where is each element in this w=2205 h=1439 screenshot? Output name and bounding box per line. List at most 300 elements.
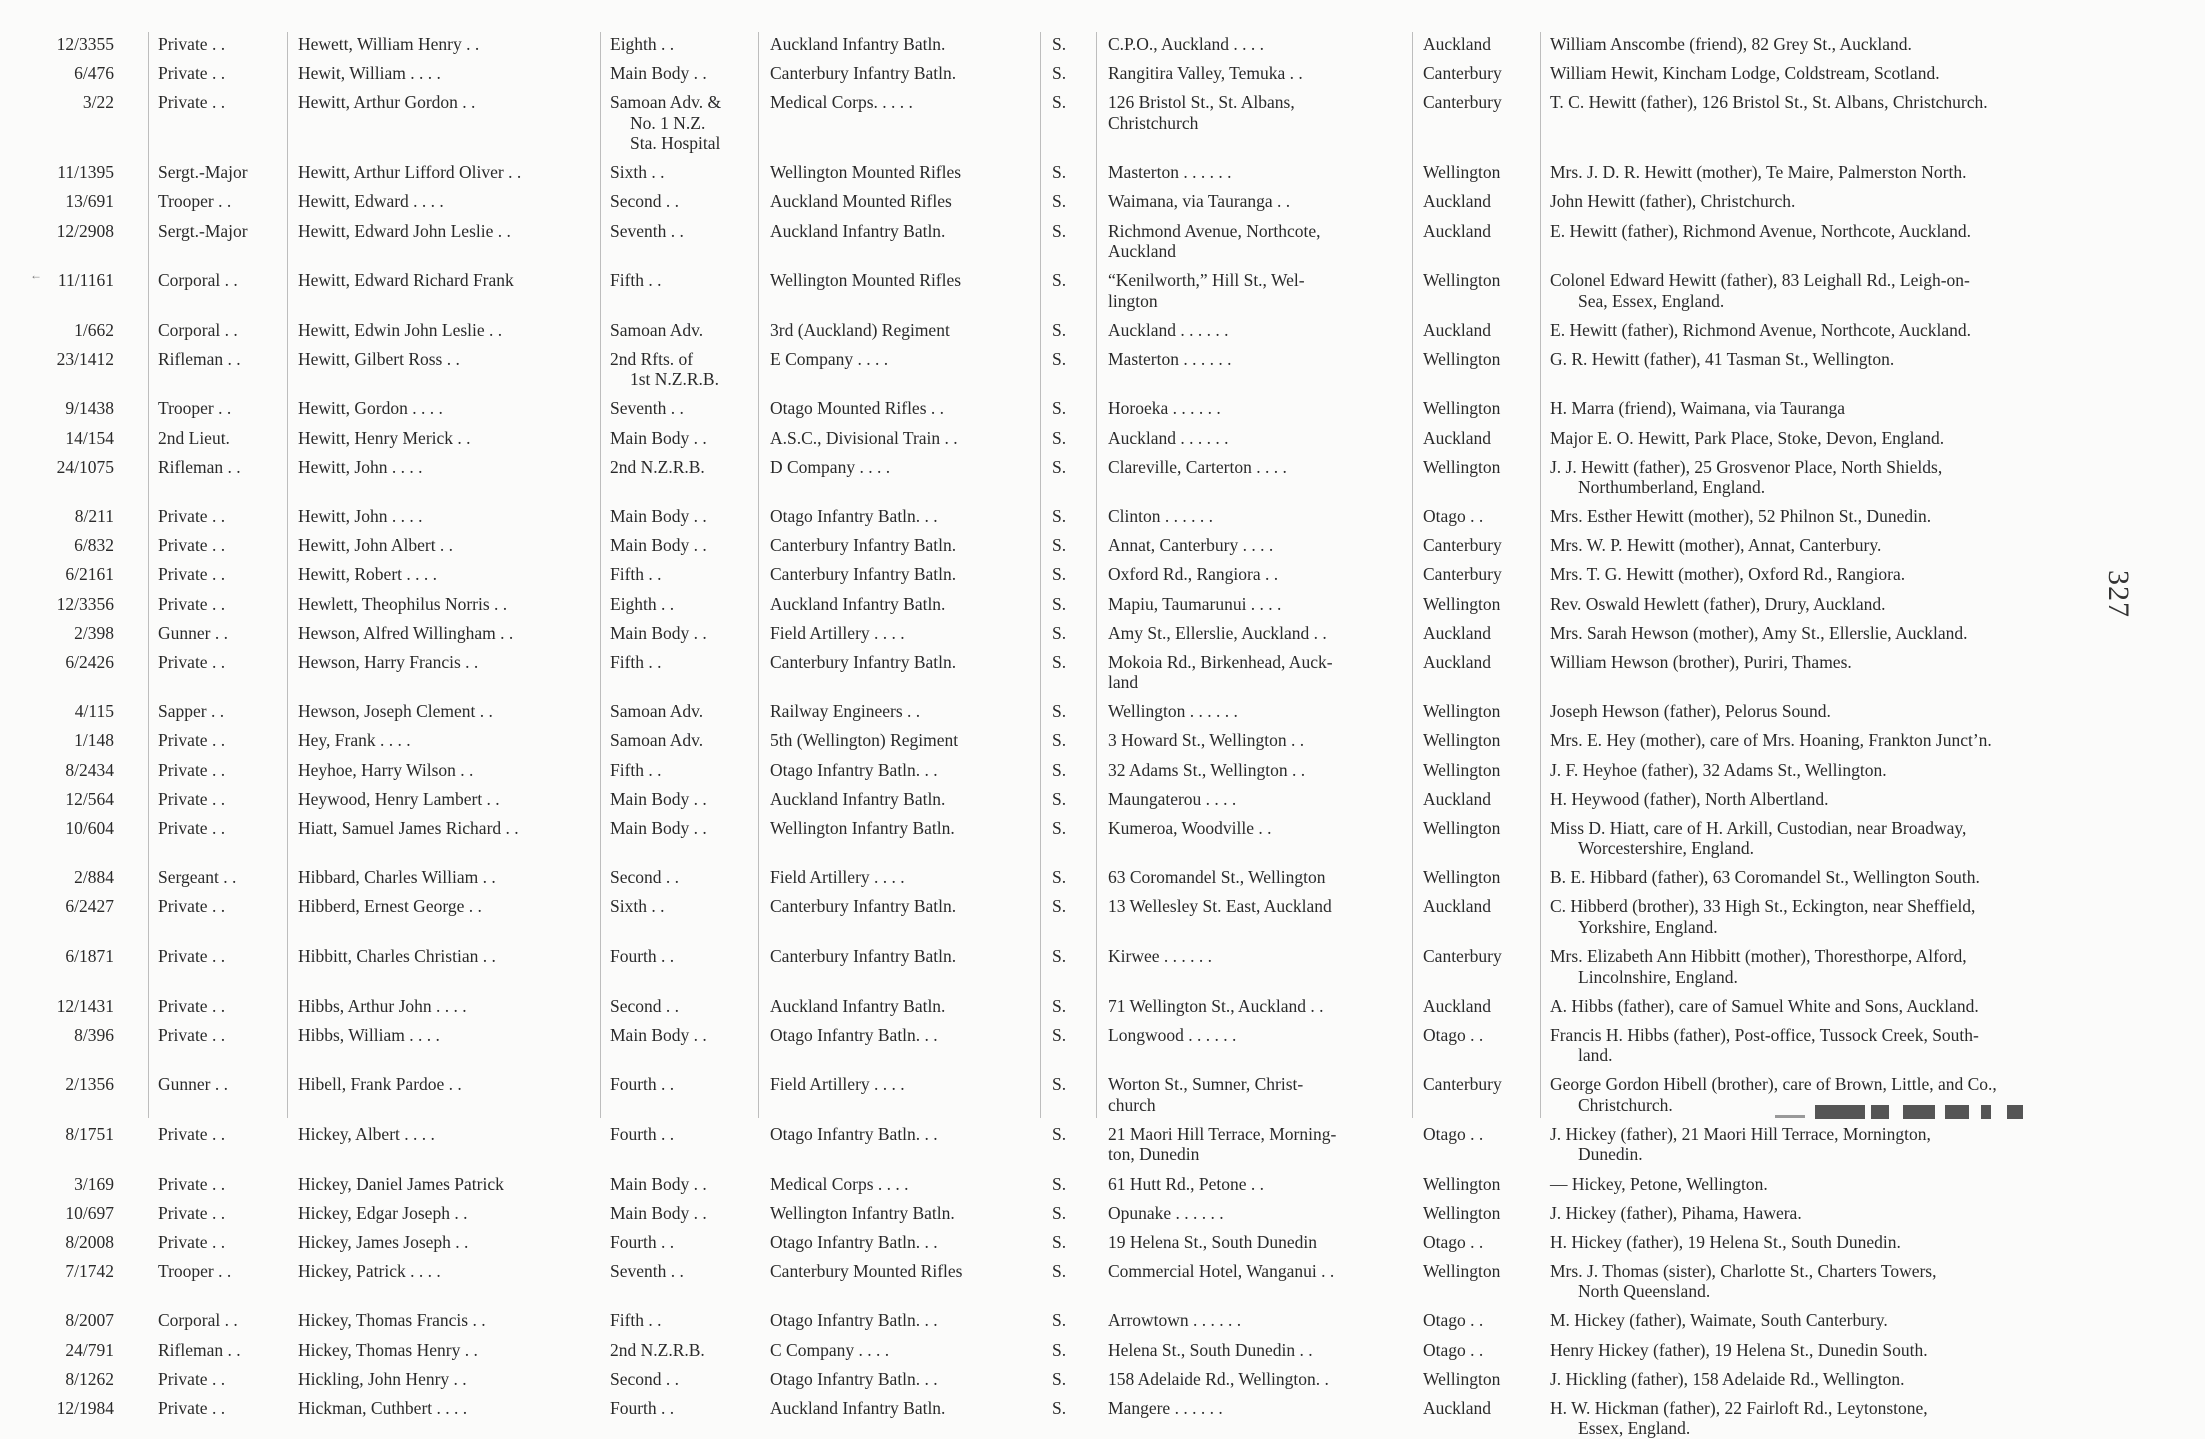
soldier-name: Heywood, Henry Lambert . . bbox=[298, 788, 500, 809]
marital-status: S. bbox=[1052, 535, 1067, 556]
marital-status: S. bbox=[1052, 759, 1067, 780]
district: Auckland bbox=[1423, 319, 1492, 340]
unit: 3rd (Auckland) Regiment bbox=[770, 319, 950, 340]
rank: Private . . bbox=[158, 759, 226, 780]
column-rule-rank bbox=[148, 32, 149, 1118]
last-address: Mapiu, Taumarunui . . . . bbox=[1108, 593, 1282, 614]
marital-status: S. bbox=[1052, 34, 1067, 54]
soldier-name: Hibell, Frank Pardoe . . bbox=[298, 1074, 462, 1095]
unit: Canterbury Mounted Rifles bbox=[770, 1260, 963, 1281]
marital-status: S. bbox=[1052, 995, 1067, 1016]
draft: 2nd N.Z.R.B. bbox=[610, 1339, 705, 1360]
soldier-name: Hickey, Thomas Francis . . bbox=[298, 1310, 486, 1331]
district: Auckland bbox=[1423, 220, 1492, 241]
rank: Private . . bbox=[158, 506, 226, 527]
marital-status: S. bbox=[1052, 593, 1067, 614]
unit: Otago Infantry Batln. . . bbox=[770, 1123, 938, 1144]
unit: Auckland Infantry Batln. bbox=[770, 593, 946, 614]
soldier-name: Heyhoe, Harry Wilson . . bbox=[298, 759, 474, 780]
soldier-name: Hewitt, Arthur Gordon . . bbox=[298, 92, 476, 113]
next-of-kin: J. Hickling (father), 158 Adelaide Rd., Wellington. bbox=[1550, 1368, 1905, 1389]
marital-status: S. bbox=[1052, 456, 1067, 477]
draft: Samoan Adv. bbox=[610, 319, 704, 340]
unit: A.S.C., Divisional Train . . bbox=[770, 427, 958, 448]
soldier-name: Hewson, Joseph Clement . . bbox=[298, 701, 493, 722]
last-address: 63 Coromandel St., Wellington bbox=[1108, 867, 1326, 888]
soldier-name: Hibbard, Charles William . . bbox=[298, 867, 496, 888]
last-address: Masterton . . . . . . bbox=[1108, 162, 1232, 183]
unit: Wellington Mounted Rifles bbox=[770, 162, 962, 183]
draft: Main Body . . bbox=[610, 788, 707, 809]
marital-status: S. bbox=[1052, 701, 1067, 722]
next-of-kin: Henry Hickey (father), 19 Helena St., Dunedin South. bbox=[1550, 1339, 1928, 1360]
rank: Private . . bbox=[158, 92, 226, 113]
unit: Otago Infantry Batln. . . bbox=[770, 1231, 938, 1252]
draft: Seventh . . bbox=[610, 1260, 684, 1281]
marital-status: S. bbox=[1052, 622, 1067, 643]
unit: Canterbury Infantry Batln. bbox=[770, 896, 957, 917]
next-of-kin: Mrs. J. Thomas (sister), Charlotte St., Charters Towers, North Queensland. bbox=[1550, 1260, 1937, 1302]
last-address: 21 Maori Hill Terrace, Morning- ton, Dunedin bbox=[1108, 1123, 1337, 1165]
soldier-name: Hewitt, Edwin John Leslie . . bbox=[298, 319, 503, 340]
rank: Sapper . . bbox=[158, 701, 225, 722]
unit: Auckland Infantry Batln. bbox=[770, 788, 946, 809]
next-of-kin: Mrs. Elizabeth Ann Hibbitt (mother), Thoresthorpe, Alford, Lincolnshire, England. bbox=[1550, 946, 1967, 987]
rank: Private . . bbox=[158, 63, 226, 84]
marital-status: S. bbox=[1052, 1397, 1067, 1418]
draft: Eighth . . bbox=[610, 34, 675, 54]
last-address: Mangere . . . . . . bbox=[1108, 1397, 1223, 1418]
unit: Railway Engineers . . bbox=[770, 701, 921, 722]
service-number: 3/169 bbox=[74, 1173, 114, 1194]
service-number: 12/564 bbox=[65, 788, 114, 809]
next-of-kin: Mrs. T. G. Hewitt (mother), Oxford Rd., Rangiora. bbox=[1550, 564, 1906, 585]
next-of-kin: Major E. O. Hewitt, Park Place, Stoke, Devon, England. bbox=[1550, 427, 1945, 448]
rank: Gunner . . bbox=[158, 1074, 228, 1095]
draft: Fourth . . bbox=[610, 1397, 675, 1418]
soldier-name: Hickling, John Henry . . bbox=[298, 1368, 467, 1389]
draft: Main Body . . bbox=[610, 506, 707, 527]
unit: Medical Corps . . . . bbox=[770, 1173, 909, 1194]
column-rule-address bbox=[1096, 32, 1097, 1118]
rank: Private . . bbox=[158, 535, 226, 556]
unit: Field Artillery . . . . bbox=[770, 867, 905, 888]
district: Otago . . bbox=[1423, 1231, 1484, 1252]
draft: Main Body . . bbox=[610, 535, 707, 556]
marital-status: S. bbox=[1052, 1202, 1067, 1223]
unit: Auckland Mounted Rifles bbox=[770, 191, 952, 212]
soldier-name: Hewitt, John Albert . . bbox=[298, 535, 454, 556]
marital-status: S. bbox=[1052, 348, 1067, 369]
draft: Fifth . . bbox=[610, 651, 662, 672]
marital-status: S. bbox=[1052, 506, 1067, 527]
draft: Main Body . . bbox=[610, 1173, 707, 1194]
rank: Private . . bbox=[158, 1173, 226, 1194]
district: Otago . . bbox=[1423, 1339, 1484, 1360]
unit: Field Artillery . . . . bbox=[770, 1074, 905, 1095]
next-of-kin: T. C. Hewitt (father), 126 Bristol St., St. Albans, Christchurch. bbox=[1550, 92, 1988, 113]
ink-stamp-smudge bbox=[1775, 1101, 2055, 1123]
service-number: 8/2434 bbox=[65, 759, 114, 780]
marital-status: S. bbox=[1052, 1339, 1067, 1360]
draft: Seventh . . bbox=[610, 398, 684, 419]
soldier-name: Hewitt, Henry Merick . . bbox=[298, 427, 471, 448]
district: Canterbury bbox=[1423, 92, 1502, 113]
service-number: 6/2426 bbox=[65, 651, 114, 672]
soldier-name: Hickey, James Joseph . . bbox=[298, 1231, 469, 1252]
next-of-kin: J. Hickey (father), 21 Maori Hill Terrace, Mornington, Dunedin. bbox=[1550, 1123, 1931, 1165]
unit: Otago Infantry Batln. . . bbox=[770, 1368, 938, 1389]
rank: Private . . bbox=[158, 1123, 226, 1144]
service-number: 12/2908 bbox=[56, 220, 114, 241]
last-address: 32 Adams St., Wellington . . bbox=[1108, 759, 1306, 780]
soldier-name: Hewson, Harry Francis . . bbox=[298, 651, 479, 672]
next-of-kin: E. Hewitt (father), Richmond Avenue, Northcote, Auckland. bbox=[1550, 220, 1972, 241]
next-of-kin: C. Hibberd (brother), 33 High St., Eckington, near Sheffield, Yorkshire, England. bbox=[1550, 896, 1976, 937]
unit: Wellington Infantry Batln. bbox=[770, 817, 955, 838]
next-of-kin: G. R. Hewitt (father), 41 Tasman St., Wellington. bbox=[1550, 348, 1895, 369]
last-address: C.P.O., Auckland . . . . bbox=[1108, 34, 1265, 54]
service-number: 24/791 bbox=[65, 1339, 114, 1360]
service-number: 6/2161 bbox=[65, 564, 114, 585]
next-of-kin: William Anscombe (friend), 82 Grey St., Auckland. bbox=[1550, 34, 1912, 54]
next-of-kin: H. Heywood (father), North Albertland. bbox=[1550, 788, 1829, 809]
next-of-kin: — Hickey, Petone, Wellington. bbox=[1550, 1173, 1768, 1194]
last-address: 3 Howard St., Wellington . . bbox=[1108, 730, 1305, 751]
next-of-kin: William Hewit, Kincham Lodge, Coldstream, Scotland. bbox=[1550, 63, 1940, 84]
rank: Private . . bbox=[158, 730, 226, 751]
rank: Sergt.-Major bbox=[158, 220, 248, 241]
unit: Canterbury Infantry Batln. bbox=[770, 535, 957, 556]
unit: D Company . . . . bbox=[770, 456, 891, 477]
service-number: 8/396 bbox=[74, 1024, 114, 1045]
district: Wellington bbox=[1423, 162, 1501, 183]
rank: 2nd Lieut. bbox=[158, 427, 230, 448]
unit: Wellington Infantry Batln. bbox=[770, 1202, 955, 1223]
unit: Otago Infantry Batln. . . bbox=[770, 1310, 938, 1331]
unit: Medical Corps. . . . . bbox=[770, 92, 913, 113]
next-of-kin: M. Hickey (father), Waimate, South Canterbury. bbox=[1550, 1310, 1888, 1331]
soldier-name: Hibbitt, Charles Christian . . bbox=[298, 946, 496, 966]
unit: Field Artillery . . . . bbox=[770, 622, 905, 643]
rank: Corporal . . bbox=[158, 270, 238, 291]
last-address: Opunake . . . . . . bbox=[1108, 1202, 1224, 1223]
service-number: 6/1871 bbox=[65, 946, 114, 966]
last-address: Maungaterou . . . . bbox=[1108, 788, 1237, 809]
next-of-kin: Mrs. W. P. Hewitt (mother), Annat, Canterbury. bbox=[1550, 535, 1882, 556]
district: Wellington bbox=[1423, 1368, 1501, 1389]
soldier-name: Hewson, Alfred Willingham . . bbox=[298, 622, 514, 643]
marital-status: S. bbox=[1052, 1123, 1067, 1144]
service-number: 8/2007 bbox=[65, 1310, 114, 1331]
draft: Main Body . . bbox=[610, 427, 707, 448]
margin-mark: ← bbox=[30, 268, 42, 282]
last-address: Clareville, Carterton . . . . bbox=[1108, 456, 1287, 477]
soldier-name: Hewitt, Gordon . . . . bbox=[298, 398, 443, 419]
last-address: Richmond Avenue, Northcote, Auckland bbox=[1108, 220, 1321, 261]
next-of-kin: H. Marra (friend), Waimana, via Tauranga bbox=[1550, 398, 1846, 419]
service-number: 14/154 bbox=[65, 427, 114, 448]
rank: Private . . bbox=[158, 995, 226, 1016]
soldier-name: Hewitt, Robert . . . . bbox=[298, 564, 438, 585]
rank: Corporal . . bbox=[158, 1310, 238, 1331]
service-number: 9/1438 bbox=[65, 398, 114, 419]
last-address: Mokoia Rd., Birkenhead, Auck- land bbox=[1108, 651, 1333, 693]
district: Canterbury bbox=[1423, 1074, 1502, 1095]
rank: Private . . bbox=[158, 34, 226, 54]
page-number: 327 bbox=[2102, 570, 2135, 618]
marital-status: S. bbox=[1052, 651, 1067, 672]
next-of-kin: H. Hickey (father), 19 Helena St., South Dunedin. bbox=[1550, 1231, 1901, 1252]
marital-status: S. bbox=[1052, 220, 1067, 241]
service-number: 6/832 bbox=[74, 535, 114, 556]
district: Wellington bbox=[1423, 817, 1501, 838]
marital-status: S. bbox=[1052, 398, 1067, 419]
district: Wellington bbox=[1423, 867, 1501, 888]
district: Wellington bbox=[1423, 456, 1501, 477]
last-address: Arrowtown . . . . . . bbox=[1108, 1310, 1242, 1331]
draft: Samoan Adv. bbox=[610, 730, 704, 751]
district: Otago . . bbox=[1423, 506, 1484, 527]
draft: Fourth . . bbox=[610, 946, 675, 966]
draft: Fifth . . bbox=[610, 1310, 662, 1331]
draft: Fourth . . bbox=[610, 1074, 675, 1095]
last-address: Auckland . . . . . . bbox=[1108, 427, 1229, 448]
draft: Sixth . . bbox=[610, 162, 665, 183]
unit: Otago Infantry Batln. . . bbox=[770, 506, 938, 527]
last-address: Auckland . . . . . . bbox=[1108, 319, 1229, 340]
marital-status: S. bbox=[1052, 867, 1067, 888]
soldier-name: Hewitt, Edward Richard Frank bbox=[298, 270, 514, 291]
rank: Trooper . . bbox=[158, 1260, 232, 1281]
draft: Second . . bbox=[610, 995, 680, 1016]
unit: Auckland Infantry Batln. bbox=[770, 34, 946, 54]
service-number: 24/1075 bbox=[56, 456, 114, 477]
draft: Eighth . . bbox=[610, 593, 675, 614]
district: Otago . . bbox=[1423, 1024, 1484, 1045]
service-number: 23/1412 bbox=[56, 348, 114, 369]
next-of-kin: B. E. Hibbard (father), 63 Coromandel St., Wellington South. bbox=[1550, 867, 1980, 888]
unit: Canterbury Infantry Batln. bbox=[770, 651, 957, 672]
marital-status: S. bbox=[1052, 162, 1067, 183]
district: Otago . . bbox=[1423, 1310, 1484, 1331]
service-number: 12/3356 bbox=[56, 593, 114, 614]
marital-status: S. bbox=[1052, 946, 1067, 966]
soldier-name: Hickman, Cuthbert . . . . bbox=[298, 1397, 468, 1418]
unit: Wellington Mounted Rifles bbox=[770, 270, 962, 291]
unit: Canterbury Infantry Batln. bbox=[770, 946, 957, 966]
next-of-kin: Mrs. Esther Hewitt (mother), 52 Philnon St., Dunedin. bbox=[1550, 506, 1932, 527]
district: Wellington bbox=[1423, 1173, 1501, 1194]
rank: Corporal . . bbox=[158, 319, 238, 340]
next-of-kin: Mrs. E. Hey (mother), care of Mrs. Hoaning, Frankton Junct’n. bbox=[1550, 730, 1992, 751]
service-number: 1/662 bbox=[74, 319, 114, 340]
unit: Auckland Infantry Batln. bbox=[770, 220, 946, 241]
marital-status: S. bbox=[1052, 92, 1067, 113]
district: Wellington bbox=[1423, 348, 1501, 369]
draft: Fourth . . bbox=[610, 1123, 675, 1144]
soldier-name: Hewitt, John . . . . bbox=[298, 506, 423, 527]
next-of-kin: Joseph Hewson (father), Pelorus Sound. bbox=[1550, 701, 1831, 722]
marital-status: S. bbox=[1052, 896, 1067, 917]
draft: Samoan Adv. & No. 1 N.Z. Sta. Hospital bbox=[610, 92, 722, 154]
unit: Canterbury Infantry Batln. bbox=[770, 63, 957, 84]
last-address: Commercial Hotel, Wanganui . . bbox=[1108, 1260, 1335, 1281]
marital-status: S. bbox=[1052, 1310, 1067, 1331]
soldier-name: Hibbs, William . . . . bbox=[298, 1024, 440, 1045]
unit: Otago Mounted Rifles . . bbox=[770, 398, 945, 419]
last-address: Waimana, via Tauranga . . bbox=[1108, 191, 1291, 212]
rank: Private . . bbox=[158, 1024, 226, 1045]
next-of-kin: H. W. Hickman (father), 22 Fairloft Rd., Leytonstone, Essex, England. bbox=[1550, 1397, 1928, 1439]
soldier-name: Hiatt, Samuel James Richard . . bbox=[298, 817, 519, 838]
rank: Trooper . . bbox=[158, 191, 232, 212]
soldier-name: Hewitt, Gilbert Ross . . bbox=[298, 348, 460, 369]
district: Auckland bbox=[1423, 191, 1492, 212]
last-address: 71 Wellington St., Auckland . . bbox=[1108, 995, 1324, 1016]
rank: Private . . bbox=[158, 788, 226, 809]
next-of-kin: A. Hibbs (father), care of Samuel White and Sons, Auckland. bbox=[1550, 995, 1979, 1016]
draft: Fifth . . bbox=[610, 759, 662, 780]
soldier-name: Hickey, Edgar Joseph . . bbox=[298, 1202, 468, 1223]
marital-status: S. bbox=[1052, 1260, 1067, 1281]
service-number: 10/604 bbox=[65, 817, 114, 838]
draft: Sixth . . bbox=[610, 896, 665, 917]
district: Auckland bbox=[1423, 34, 1492, 54]
last-address: Wellington . . . . . . bbox=[1108, 701, 1238, 722]
column-rule-status bbox=[1040, 32, 1041, 1118]
rank: Private . . bbox=[158, 1231, 226, 1252]
next-of-kin: George Gordon Hibell (brother), care of Brown, Little, and Co., Christchurch. bbox=[1550, 1074, 1997, 1115]
soldier-name: Hewit, William . . . . bbox=[298, 63, 441, 84]
service-number: 2/398 bbox=[74, 622, 114, 643]
draft: 2nd Rfts. of 1st N.Z.R.B. bbox=[610, 348, 719, 390]
marital-status: S. bbox=[1052, 427, 1067, 448]
service-number: 12/1431 bbox=[56, 995, 114, 1016]
service-number: 3/22 bbox=[82, 92, 114, 113]
next-of-kin: J. J. Hewitt (father), 25 Grosvenor Place, North Shields, Northumberland, England. bbox=[1550, 456, 1943, 498]
district: Canterbury bbox=[1423, 564, 1502, 585]
rank: Private . . bbox=[158, 1202, 226, 1223]
marital-status: S. bbox=[1052, 730, 1067, 751]
district: Wellington bbox=[1423, 730, 1501, 751]
service-number: 1/148 bbox=[74, 730, 114, 751]
rank: Sergt.-Major bbox=[158, 162, 248, 183]
rank: Private . . bbox=[158, 651, 226, 672]
district: Auckland bbox=[1423, 651, 1492, 672]
last-address: 61 Hutt Rd., Petone . . bbox=[1108, 1173, 1265, 1194]
marital-status: S. bbox=[1052, 1074, 1067, 1095]
district: Auckland bbox=[1423, 896, 1492, 917]
service-number: 12/3355 bbox=[56, 34, 114, 54]
draft: Main Body . . bbox=[610, 622, 707, 643]
district: Wellington bbox=[1423, 270, 1501, 291]
column-rule-draft bbox=[600, 32, 601, 1118]
soldier-name: Hewitt, John . . . . bbox=[298, 456, 423, 477]
last-address: Worton St., Sumner, Christ- church bbox=[1108, 1074, 1304, 1115]
rank: Sergeant . . bbox=[158, 867, 237, 888]
last-address: Horoeka . . . . . . bbox=[1108, 398, 1221, 419]
marital-status: S. bbox=[1052, 1173, 1067, 1194]
service-number: 11/1161 bbox=[57, 270, 114, 291]
draft: Second . . bbox=[610, 1368, 680, 1389]
next-of-kin: Francis H. Hibbs (father), Post-office, Tussock Creek, South- land. bbox=[1550, 1024, 1979, 1066]
marital-status: S. bbox=[1052, 191, 1067, 212]
service-number: 8/2008 bbox=[65, 1231, 114, 1252]
rank: Private . . bbox=[158, 817, 226, 838]
next-of-kin: Miss D. Hiatt, care of H. Arkill, Custodian, near Broadway, Worcestershire, England. bbox=[1550, 817, 1967, 859]
district: Canterbury bbox=[1423, 946, 1502, 966]
district: Auckland bbox=[1423, 622, 1492, 643]
draft: Main Body . . bbox=[610, 1024, 707, 1045]
last-address: Longwood . . . . . . bbox=[1108, 1024, 1237, 1045]
last-address: Kumeroa, Woodville . . bbox=[1108, 817, 1272, 838]
district: Wellington bbox=[1423, 701, 1501, 722]
last-address: Rangitira Valley, Temuka . . bbox=[1108, 63, 1303, 84]
soldier-name: Hickey, Thomas Henry . . bbox=[298, 1339, 478, 1360]
last-address: Annat, Canterbury . . . . bbox=[1108, 535, 1274, 556]
rank: Rifleman . . bbox=[158, 1339, 241, 1360]
last-address: 19 Helena St., South Dunedin bbox=[1108, 1231, 1318, 1252]
marital-status: S. bbox=[1052, 319, 1067, 340]
next-of-kin: J. Hickey (father), Pihama, Hawera. bbox=[1550, 1202, 1802, 1223]
marital-status: S. bbox=[1052, 63, 1067, 84]
soldier-name: Hewitt, Arthur Lifford Oliver . . bbox=[298, 162, 522, 183]
marital-status: S. bbox=[1052, 817, 1067, 838]
next-of-kin: Mrs. Sarah Hewson (mother), Amy St., Ellerslie, Auckland. bbox=[1550, 622, 1968, 643]
district: Auckland bbox=[1423, 995, 1492, 1016]
service-number: 8/211 bbox=[74, 506, 114, 527]
marital-status: S. bbox=[1052, 270, 1067, 291]
district: Canterbury bbox=[1423, 63, 1502, 84]
service-number: 4/115 bbox=[74, 701, 114, 722]
last-address: Kirwee . . . . . . bbox=[1108, 946, 1213, 966]
district: Wellington bbox=[1423, 1202, 1501, 1223]
soldier-name: Hey, Frank . . . . bbox=[298, 730, 411, 751]
service-number: 6/2427 bbox=[65, 896, 114, 917]
next-of-kin: J. F. Heyhoe (father), 32 Adams St., Wellington. bbox=[1550, 759, 1887, 780]
district: Wellington bbox=[1423, 593, 1501, 614]
soldier-name: Hibberd, Ernest George . . bbox=[298, 896, 482, 917]
service-number: 11/1395 bbox=[57, 162, 114, 183]
soldier-name: Hewett, William Henry . . bbox=[298, 34, 480, 54]
service-number: 12/1984 bbox=[56, 1397, 114, 1418]
district: Wellington bbox=[1423, 759, 1501, 780]
soldier-name: Hickey, Patrick . . . . bbox=[298, 1260, 441, 1281]
next-of-kin: Mrs. J. D. R. Hewitt (mother), Te Maire, Palmerston North. bbox=[1550, 162, 1967, 183]
unit: Otago Infantry Batln. . . bbox=[770, 759, 938, 780]
column-rule-kin bbox=[1540, 32, 1541, 1118]
district: Otago . . bbox=[1423, 1123, 1484, 1144]
rank: Private . . bbox=[158, 1368, 226, 1389]
marital-status: S. bbox=[1052, 788, 1067, 809]
district: Canterbury bbox=[1423, 535, 1502, 556]
district: Wellington bbox=[1423, 398, 1501, 419]
draft: Fourth . . bbox=[610, 1231, 675, 1252]
rank: Rifleman . . bbox=[158, 348, 241, 369]
draft: Fifth . . bbox=[610, 270, 662, 291]
last-address: “Kenilworth,” Hill St., Wel- lington bbox=[1108, 270, 1305, 311]
next-of-kin: Colonel Edward Hewitt (father), 83 Leighall Rd., Leigh-on- Sea, Essex, England. bbox=[1550, 270, 1970, 311]
rank: Private . . bbox=[158, 946, 226, 966]
last-address: 158 Adelaide Rd., Wellington. . bbox=[1108, 1368, 1329, 1389]
marital-status: S. bbox=[1052, 564, 1067, 585]
service-number: 7/1742 bbox=[65, 1260, 114, 1281]
service-number: 8/1751 bbox=[65, 1123, 114, 1144]
draft: Main Body . . bbox=[610, 63, 707, 84]
marital-status: S. bbox=[1052, 1024, 1067, 1045]
last-address: Helena St., South Dunedin . . bbox=[1108, 1339, 1313, 1360]
